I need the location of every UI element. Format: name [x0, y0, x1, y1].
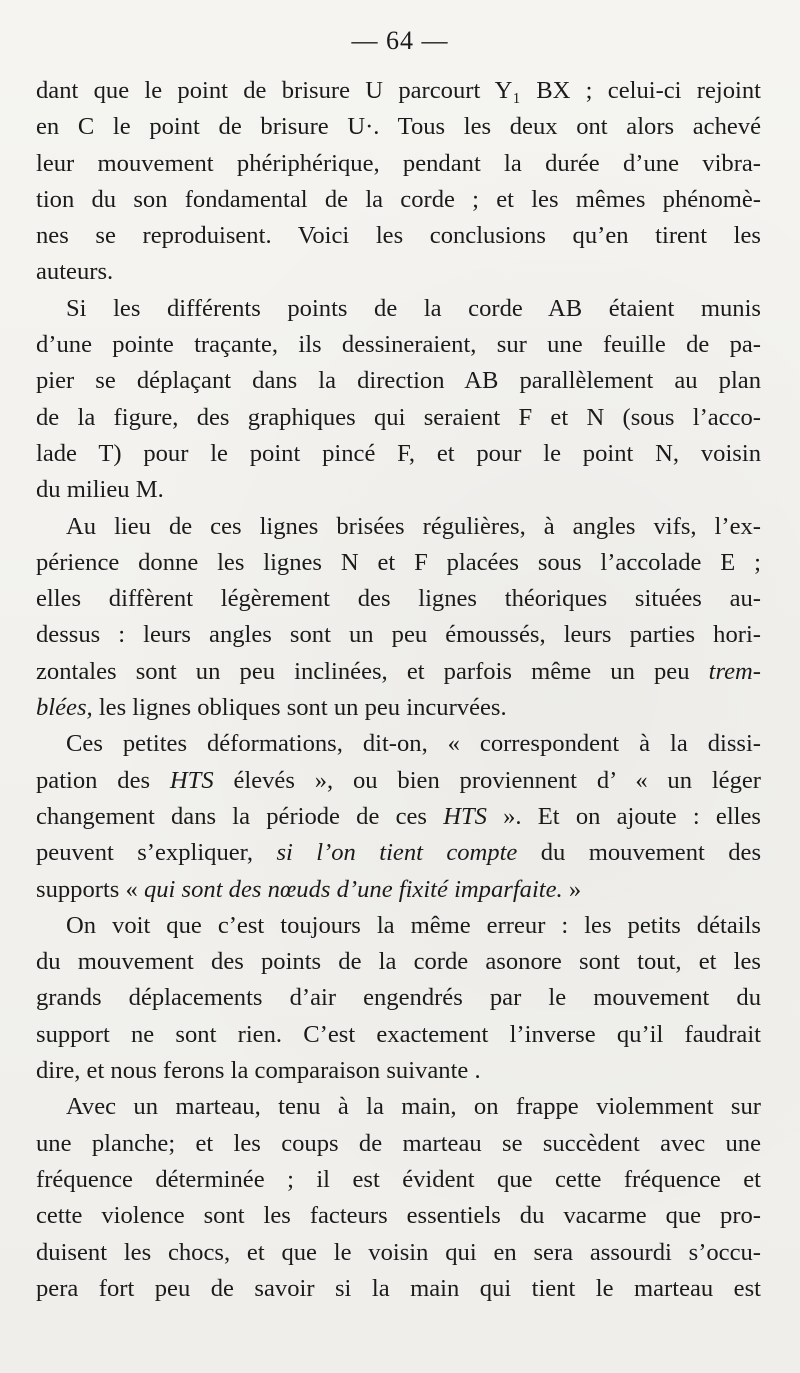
- text-line: [36, 726, 761, 762]
- text-line: [36, 799, 761, 835]
- text-line: [36, 908, 761, 944]
- text-line: [36, 254, 761, 290]
- text-line: [36, 400, 761, 436]
- text-line: [36, 182, 761, 218]
- text-segment: peuvent s’expliquer,: [36, 839, 277, 867]
- text-segment: nes se reproduisent. Voici les conclusions qu’en tirent les: [36, 222, 761, 250]
- text-segment: pier se déplaçant dans la direction AB parallèlement au plan: [36, 367, 761, 395]
- text-segment: élevés », ou bien proviennent d’ « un léger: [213, 766, 761, 794]
- page-number: — 64 —: [351, 26, 449, 55]
- text-segment: du milieu M.: [36, 476, 164, 504]
- text-segment: changement dans la période de ces: [36, 802, 444, 830]
- text-segment: de la figure, des graphiques qui seraient F et N (sous l’acco-: [36, 403, 761, 431]
- text-segment: lade T) pour le point pincé F, et pour le point N, voisin: [36, 439, 761, 467]
- text-line: [36, 545, 761, 581]
- text-line: [36, 109, 761, 145]
- text-line: [36, 1198, 761, 1234]
- text-segment: cette violence sont les facteurs essentiels du vacarme que pro-: [36, 1202, 761, 1230]
- text-segment: du mouvement des points de la corde asonore sont tout, et les: [36, 948, 761, 976]
- text-line: [36, 218, 761, 254]
- text-segment: périence donne les lignes N et F placées sous l’accolade E ;: [36, 548, 761, 576]
- text-segment: duisent les chocs, et que le voisin qui en sera assourdi s’occu-: [36, 1238, 761, 1266]
- text-line: [36, 1126, 761, 1162]
- text-segment: grands déplacements d’air engendrés par le mouvement du: [36, 984, 761, 1012]
- text-segment: Avec un marteau, tenu à la main, on frappe violemment sur: [66, 1093, 761, 1121]
- body-text: [36, 73, 761, 1307]
- text-line: [36, 617, 761, 653]
- text-line: [36, 1089, 761, 1125]
- text-line: [36, 835, 761, 871]
- text-segment: fréquence déterminée ; il est évident que cette fréquence et: [36, 1165, 761, 1193]
- text-line: [36, 1162, 761, 1198]
- text-segment: zontales sont un peu inclinées, et parfois même un peu: [36, 657, 709, 685]
- text-line: [36, 872, 761, 908]
- text-line: [36, 690, 761, 726]
- text-line: [36, 1017, 761, 1053]
- italic-text-segment: blées,: [36, 694, 93, 722]
- text-segment: auteurs.: [36, 258, 114, 286]
- text-segment: elles diffèrent légèrement des lignes théoriques situées au-: [36, 585, 761, 613]
- italic-text-segment: trem-: [708, 657, 761, 685]
- text-segment: les lignes obliques sont un peu incurvées.: [92, 694, 507, 722]
- text-line: [36, 944, 761, 980]
- text-segment: du mouvement des: [517, 839, 762, 867]
- text-segment: ». Et on ajoute : elles: [486, 802, 761, 830]
- text-segment: Au lieu de ces lignes brisées régulières, à angles vifs, l’ex-: [66, 512, 761, 540]
- text-line: [36, 363, 761, 399]
- text-segment: »: [562, 875, 582, 903]
- text-segment: d’une pointe traçante, ils dessineraient, sur une feuille de pa-: [36, 331, 761, 359]
- text-segment: pation des: [36, 766, 170, 794]
- text-segment: On voit que c’est toujours la même erreur : les petits détails: [66, 911, 761, 939]
- text-line: [36, 581, 761, 617]
- text-segment: pera fort peu de savoir si la main qui tient le marteau est: [36, 1274, 761, 1302]
- text-segment: leur mouvement phériphérique, pendant la durée d’une vibra-: [36, 149, 761, 177]
- text-line: [36, 980, 761, 1016]
- text-line: [36, 1271, 761, 1307]
- text-segment: tion du son fondamental de la corde ; et les mêmes phénomè-: [36, 185, 761, 213]
- text-line: [36, 763, 761, 799]
- text-segment: dessus : leurs angles sont un peu émoussés, leurs parties hori-: [36, 621, 761, 649]
- text-line: [36, 1053, 761, 1089]
- italic-text-segment: qui sont des nœuds d’une fixité imparfaite.: [143, 875, 563, 903]
- text-line: [36, 654, 761, 690]
- text-line: [36, 146, 761, 182]
- text-line: [36, 1235, 761, 1271]
- text-segment: Si les différents points de la corde AB étaient munis: [66, 294, 761, 322]
- text-segment: en C le point de brisure U·. Tous les deux ont alors achevé: [36, 113, 761, 141]
- text-segment: supports «: [36, 875, 144, 903]
- text-segment: dire, et nous ferons la comparaison suivante .: [36, 1057, 481, 1085]
- italic-text-segment: si l’on tient compte: [276, 839, 518, 867]
- text-segment: dant que le point de brisure U parcourt Y₁ BX ; celui-ci rejoint: [36, 77, 761, 104]
- text-line: [36, 509, 761, 545]
- italic-text-segment: HTS: [169, 766, 214, 794]
- text-line: [36, 291, 761, 327]
- text-line: [36, 472, 761, 508]
- text-line: [36, 436, 761, 472]
- italic-text-segment: HTS: [443, 802, 487, 830]
- text-line: [36, 327, 761, 363]
- text-segment: Ces petites déformations, dit-on, « correspondent à la dissi-: [66, 730, 761, 758]
- text-line: [36, 73, 761, 109]
- text-segment: une planche; et les coups de marteau se succèdent avec une: [36, 1129, 761, 1157]
- text-segment: support ne sont rien. C’est exactement l’inverse qu’il faudrait: [36, 1020, 761, 1048]
